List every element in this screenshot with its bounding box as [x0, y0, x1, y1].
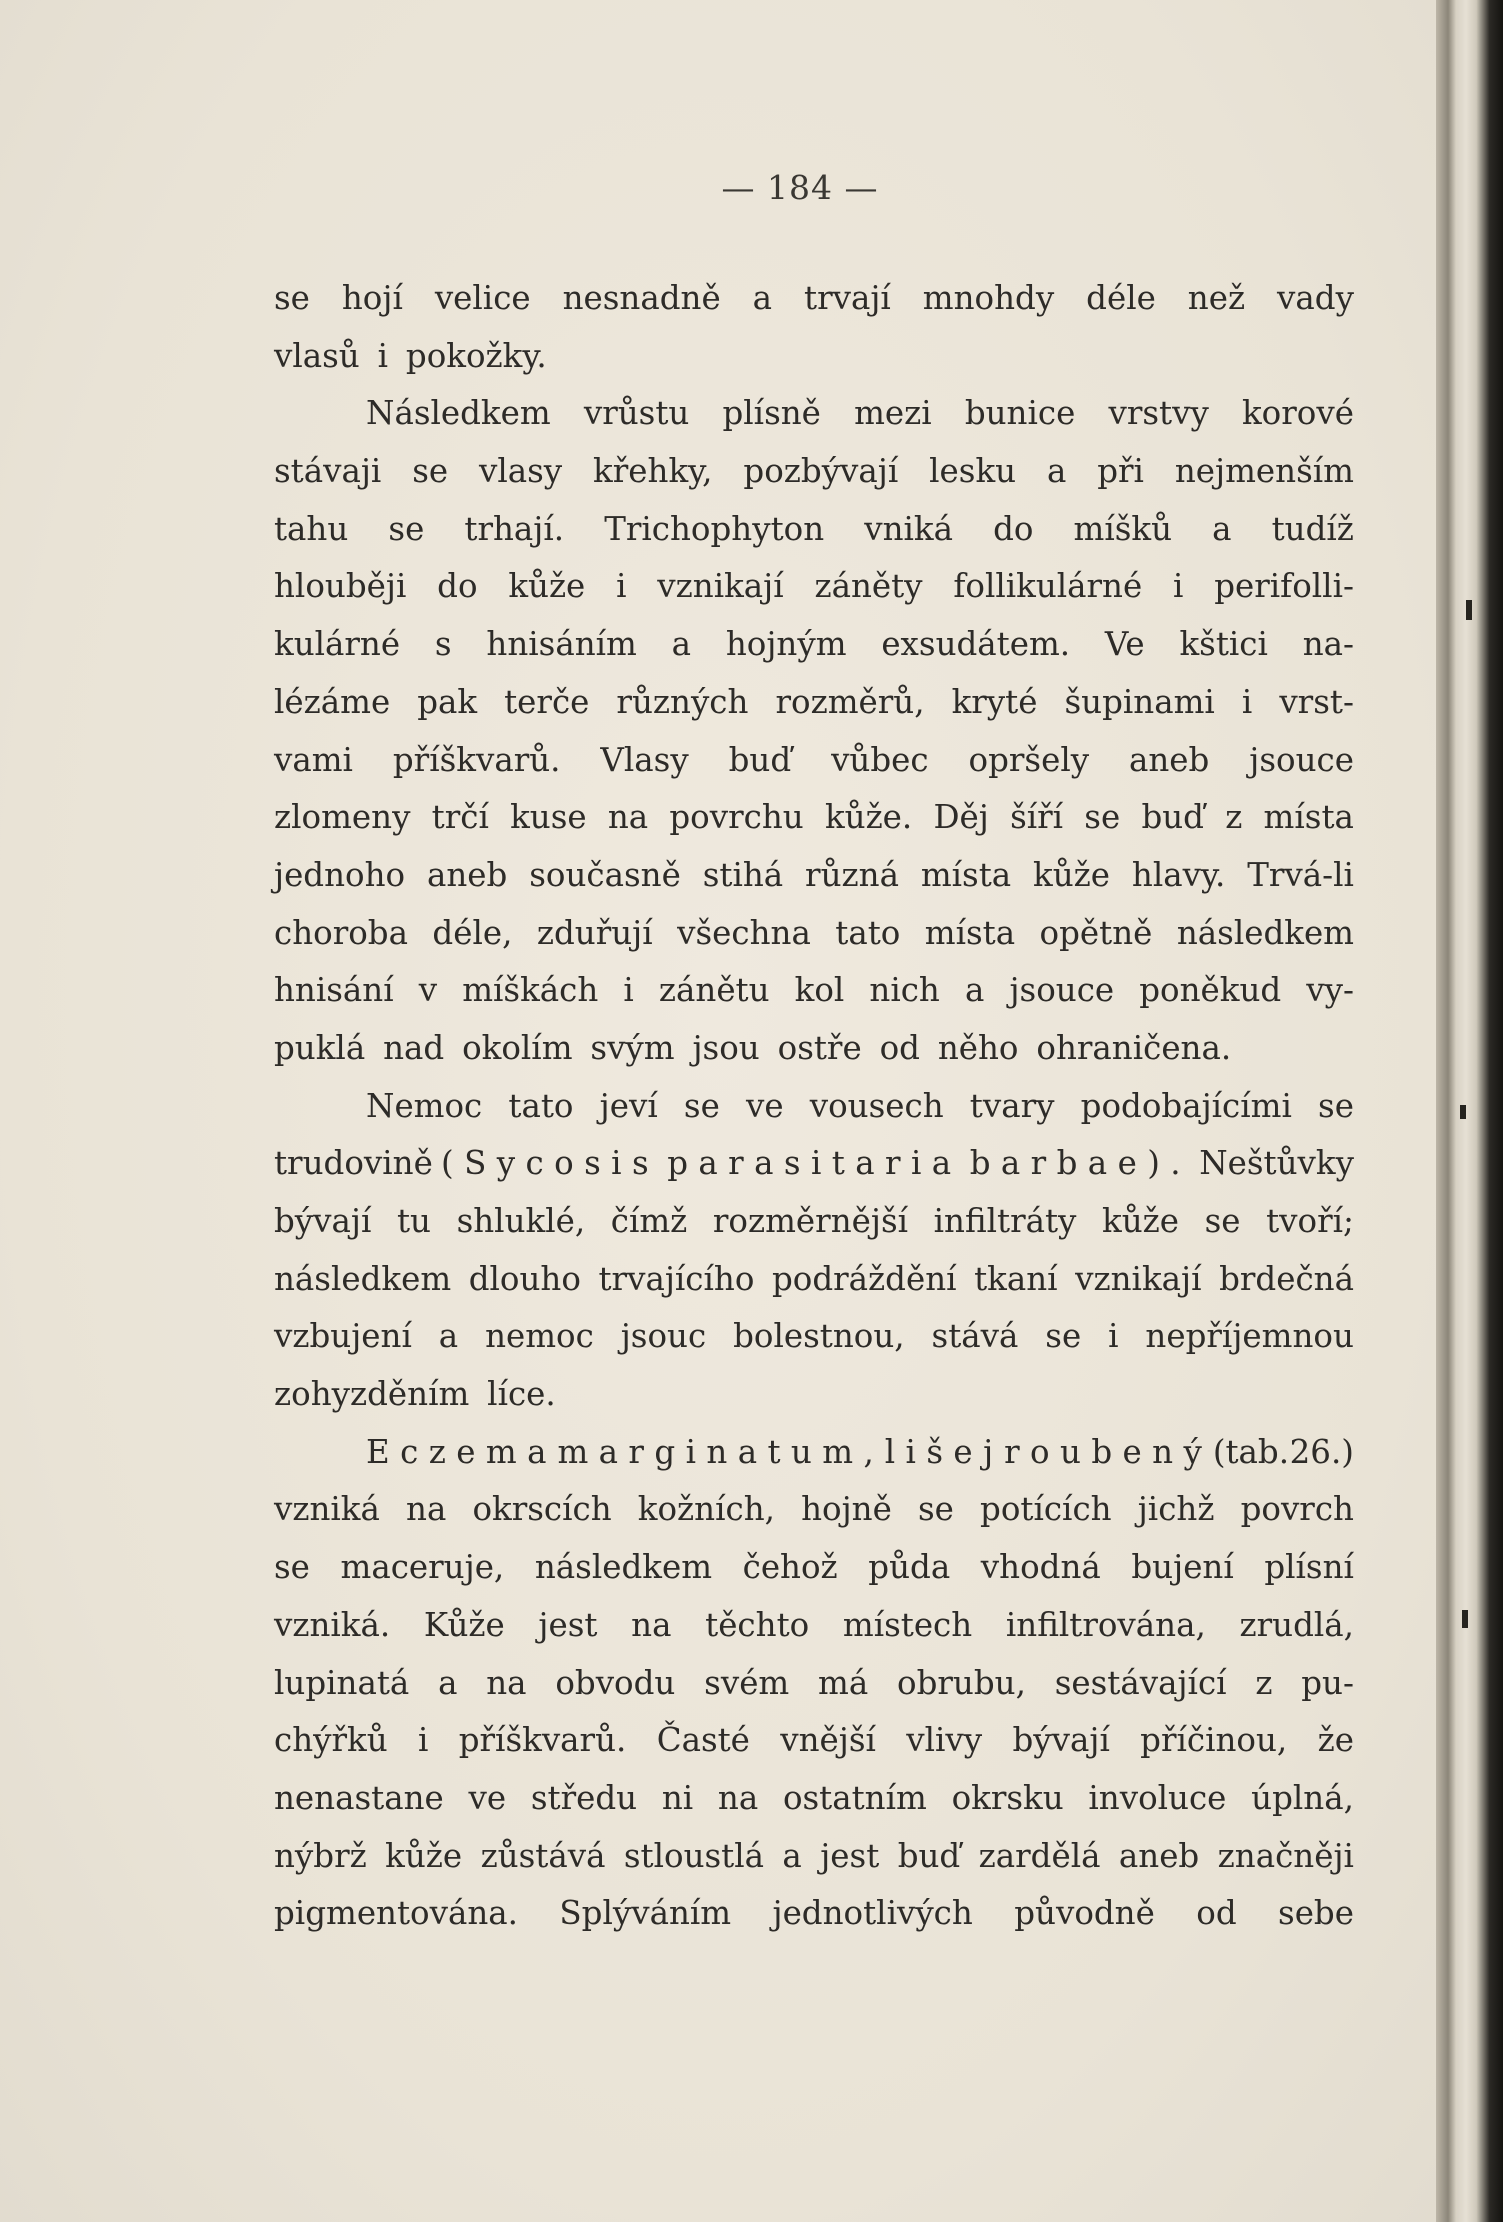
word: že: [1317, 1721, 1354, 1760]
word: chýřků: [274, 1721, 388, 1760]
word: vniká: [864, 509, 953, 548]
word: sestávající: [1054, 1663, 1227, 1702]
text-line: [274, 501, 1354, 559]
body-text: [274, 270, 1354, 1943]
word: jsouce: [1009, 971, 1115, 1010]
word: vrst-: [1279, 682, 1354, 721]
word: kuse: [510, 798, 587, 837]
word: trčí: [431, 798, 489, 837]
word: plísně: [722, 394, 821, 433]
word: sebe: [1278, 1894, 1354, 1933]
word: povrch: [1240, 1490, 1354, 1529]
word: poněkud: [1139, 971, 1282, 1010]
word: vzbujení: [274, 1317, 412, 1356]
word: kůže: [1033, 855, 1111, 894]
word: kulárné: [274, 625, 401, 664]
word: brdečná: [1219, 1259, 1354, 1298]
text-line: [274, 847, 1354, 905]
word: vlasů: [274, 336, 360, 375]
word: místa: [1263, 798, 1354, 837]
word: aneb: [427, 855, 508, 894]
word: míšků: [1073, 509, 1173, 548]
word: něho: [937, 1028, 1019, 1067]
word: Eczema: [366, 1432, 557, 1471]
word: z: [1255, 1663, 1273, 1702]
word: vy-: [1306, 971, 1354, 1010]
word: jeví: [599, 1086, 658, 1125]
text-line: [274, 616, 1354, 674]
text-line: [274, 1828, 1354, 1886]
word: pu-: [1301, 1663, 1354, 1702]
word: déle: [1086, 279, 1156, 317]
word: tu: [396, 1202, 431, 1240]
gutter-mark: [1460, 1105, 1466, 1119]
text-line: [274, 674, 1354, 732]
word: podráždění: [771, 1259, 957, 1298]
word: perifolli-: [1214, 567, 1354, 606]
word: velice: [434, 279, 531, 317]
word: i: [377, 336, 389, 375]
word: Kůže: [423, 1605, 505, 1644]
word: křehky,: [593, 452, 713, 491]
word: má: [818, 1663, 869, 1702]
word: nesnadně: [562, 279, 721, 317]
word: maceruje,: [340, 1548, 505, 1587]
word: vznikají: [1075, 1259, 1202, 1298]
word: i: [1173, 567, 1184, 606]
word: se: [1204, 1202, 1241, 1240]
word: na: [607, 798, 649, 837]
word: při: [1097, 452, 1144, 491]
word: ni: [661, 1778, 694, 1817]
word: buď: [728, 740, 792, 779]
text-line: [274, 1481, 1354, 1539]
word: lesku: [929, 452, 1017, 491]
word: stávaji: [274, 452, 382, 491]
text-line: [274, 1424, 1354, 1482]
word: a: [1046, 452, 1067, 491]
word: v: [418, 971, 438, 1010]
word: příškvarů.: [392, 740, 561, 779]
word: kol: [794, 971, 845, 1010]
word: okolím: [462, 1028, 573, 1067]
text-line: [274, 789, 1354, 847]
word: nýbrž: [274, 1836, 367, 1875]
word: povrchu: [669, 798, 804, 837]
word: vlivy: [906, 1721, 983, 1760]
word: bunice: [964, 394, 1076, 433]
word: Nemoc: [366, 1086, 483, 1125]
text-line: [274, 1193, 1354, 1251]
word: (tab.: [1212, 1432, 1290, 1471]
word: od: [879, 1028, 920, 1067]
word: hojně: [801, 1490, 892, 1529]
text-line: [274, 1251, 1354, 1309]
word: Časté: [656, 1721, 750, 1760]
word: ve: [468, 1778, 507, 1817]
gutter-mark: [1462, 1610, 1468, 1628]
word: vznikají: [657, 567, 784, 606]
word: ohraničena.: [1036, 1028, 1232, 1067]
text-line: [274, 1885, 1354, 1943]
word: korové: [1241, 394, 1354, 433]
word: následkem: [1176, 913, 1354, 952]
word: jsou: [692, 1028, 760, 1067]
word: se: [274, 279, 310, 317]
word: vlasy: [479, 452, 563, 491]
word: do: [993, 509, 1034, 548]
word: příškvarů.: [458, 1721, 627, 1760]
word: Ve: [1104, 625, 1145, 664]
word: čehož: [742, 1548, 838, 1587]
text-line: [274, 1308, 1354, 1366]
text-line: [274, 1366, 1354, 1424]
word: stává: [931, 1317, 1019, 1356]
word: stihá: [702, 855, 784, 894]
word: rozměrnější: [712, 1202, 909, 1240]
word: potících: [980, 1490, 1112, 1529]
word: rozměrů,: [775, 682, 925, 721]
word: a: [964, 971, 985, 1010]
word: se: [412, 452, 449, 491]
text-line: [274, 1020, 1354, 1078]
word: obvodu: [555, 1663, 676, 1702]
word: bývají: [1012, 1721, 1110, 1760]
word: mnohdy: [922, 279, 1055, 317]
word: jednotlivých: [772, 1894, 973, 1933]
word: vami: [274, 740, 353, 779]
word: následkem: [274, 1259, 452, 1298]
word: středu: [530, 1778, 638, 1817]
word: nepříjemnou: [1145, 1317, 1354, 1356]
text-line: [274, 905, 1354, 963]
word: kštici: [1179, 625, 1268, 664]
word: jsouc: [620, 1317, 707, 1356]
word: (Sycosis: [441, 1144, 660, 1183]
word: hlavy.: [1131, 855, 1226, 894]
word: vrstvy: [1108, 394, 1209, 433]
word: plísní: [1264, 1548, 1354, 1587]
word: i: [417, 1721, 429, 1760]
word: vzniká: [274, 1490, 380, 1529]
text-line: [274, 1712, 1354, 1770]
text-line: [274, 1135, 1354, 1193]
word: než: [1187, 279, 1246, 317]
word: jest: [820, 1836, 880, 1875]
word: zůstává: [480, 1836, 606, 1875]
word: Vlasy: [600, 740, 689, 779]
word: se: [1084, 798, 1121, 837]
word: kožních,: [637, 1490, 775, 1529]
word: lupinatá: [274, 1663, 410, 1702]
word: líce.: [487, 1375, 556, 1414]
word: obrubu,: [897, 1663, 1026, 1702]
word: tvary: [969, 1086, 1055, 1125]
word: kůže: [1102, 1202, 1179, 1240]
word: vousech: [809, 1086, 944, 1125]
word: marginatum,: [557, 1432, 885, 1471]
word: opětně: [1039, 913, 1153, 952]
text-line: [274, 1655, 1354, 1713]
word: zardělá: [978, 1836, 1101, 1875]
word: ostatním: [782, 1778, 927, 1817]
word: na-: [1302, 625, 1354, 664]
word: značněji: [1217, 1836, 1354, 1875]
word: svým: [590, 1028, 675, 1067]
word: vrůstu: [583, 394, 690, 433]
word: zánětu: [658, 971, 770, 1010]
word: ostře: [777, 1028, 862, 1067]
word: vhodná: [980, 1548, 1101, 1587]
word: zlomeny: [274, 798, 411, 837]
word: vnější: [780, 1721, 876, 1760]
word: nejmenším: [1174, 452, 1354, 491]
word: pigmentována.: [274, 1894, 518, 1933]
word: místa: [920, 855, 1012, 894]
word: Neštůvky: [1199, 1144, 1354, 1183]
word: i: [1241, 682, 1253, 721]
word: Následkem: [366, 394, 551, 433]
word: na: [631, 1605, 672, 1644]
word: hojí: [341, 279, 403, 317]
word: tvoří;: [1266, 1202, 1354, 1240]
word: i: [616, 567, 627, 606]
word: se: [388, 509, 425, 548]
text-line: [274, 443, 1354, 501]
word: s: [434, 625, 452, 664]
text-line: [274, 1078, 1354, 1136]
word: choroba: [274, 913, 408, 952]
word: všechna: [677, 913, 811, 952]
text-line: [274, 328, 1354, 386]
word: a: [782, 1836, 802, 1875]
word: jichž: [1137, 1490, 1215, 1529]
word: trhají.: [464, 509, 565, 548]
word: aneb: [1129, 740, 1210, 779]
word: různých: [616, 682, 749, 721]
word: buď: [1141, 798, 1204, 837]
word: jednoho: [274, 855, 406, 894]
word: lézáme: [274, 682, 391, 721]
word: se: [274, 1548, 310, 1587]
word: úplná,: [1251, 1778, 1354, 1817]
word: hnisáním: [486, 625, 637, 664]
word: pozbývají: [743, 452, 899, 491]
word: do: [437, 567, 478, 606]
word: místa: [924, 913, 1016, 952]
text-line: [274, 1770, 1354, 1828]
text-line: [274, 558, 1354, 616]
word: Splýváním: [559, 1894, 732, 1933]
word: těchto: [705, 1605, 810, 1644]
word: a: [671, 625, 692, 664]
word: opršely: [968, 740, 1090, 779]
word: se: [683, 1086, 720, 1125]
word: na: [486, 1663, 527, 1702]
word: kůže: [385, 1836, 463, 1875]
word: déle,: [432, 913, 513, 952]
word: čímž: [610, 1202, 688, 1240]
word: kůže.: [824, 798, 913, 837]
word: půda: [868, 1548, 951, 1587]
word: vůbec: [831, 740, 929, 779]
word: exsudátem.: [881, 625, 1071, 664]
word: buď: [897, 1836, 961, 1875]
word: od: [1196, 1894, 1237, 1933]
word: hlouběji: [274, 567, 407, 606]
word: a: [1212, 509, 1232, 548]
word: barbae).: [969, 1144, 1192, 1183]
word: příčinou,: [1140, 1721, 1288, 1760]
word: z: [1225, 798, 1243, 837]
word: tahu: [274, 509, 349, 548]
word: původně: [1014, 1894, 1155, 1933]
word: šupinami: [1064, 682, 1215, 721]
word: infiltráty: [933, 1202, 1077, 1240]
word: terče: [504, 682, 590, 721]
word: roubený: [1004, 1432, 1213, 1471]
word: infiltrována,: [1005, 1605, 1206, 1644]
word: shluklé,: [456, 1202, 586, 1240]
word: následkem: [534, 1548, 713, 1587]
word: se: [1045, 1317, 1082, 1356]
text-line: [274, 1539, 1354, 1597]
word: okrsku: [951, 1778, 1064, 1817]
word: hnisání: [274, 971, 394, 1010]
word: kůže: [508, 567, 586, 606]
word: místech: [842, 1605, 973, 1644]
word: se: [917, 1490, 954, 1529]
word: aneb: [1118, 1836, 1200, 1875]
word: parasitaria: [667, 1144, 962, 1183]
word: pokožky.: [405, 336, 547, 375]
word: okrscích: [472, 1490, 612, 1529]
word: tkaní: [974, 1259, 1058, 1298]
word: záněty: [814, 567, 923, 606]
word: dlouho: [468, 1259, 581, 1298]
word: hojným: [725, 625, 847, 664]
word: stloustlá: [623, 1836, 765, 1875]
word: mezi: [854, 394, 932, 433]
word: zduřují: [536, 913, 653, 952]
text-line: [274, 270, 1354, 328]
word: puklá: [274, 1028, 366, 1067]
gutter-mark: [1466, 600, 1472, 620]
word: na: [406, 1490, 447, 1529]
word: follikulárné: [953, 567, 1143, 606]
word: bolestnou,: [733, 1317, 905, 1356]
word: involuce: [1088, 1778, 1227, 1817]
word: zrudlá,: [1239, 1605, 1354, 1644]
word: se: [1318, 1086, 1354, 1125]
word: nenastane: [274, 1778, 444, 1817]
text-line: [274, 962, 1354, 1020]
word: zohyzděním: [274, 1375, 470, 1414]
word: tudíž: [1271, 509, 1354, 548]
word: vady: [1277, 279, 1354, 317]
word: 26.): [1289, 1432, 1354, 1471]
word: současně: [529, 855, 681, 894]
word: na: [717, 1778, 759, 1817]
word: podobajícími: [1080, 1086, 1292, 1125]
text-line: [274, 1597, 1354, 1655]
word: i: [1108, 1317, 1119, 1356]
word: ve: [745, 1086, 784, 1125]
book-spine-gutter: [1436, 0, 1503, 2222]
word: trudovině: [274, 1144, 433, 1183]
page-number: — 184 —: [721, 168, 879, 207]
text-line: [274, 385, 1354, 443]
word: a: [438, 1317, 459, 1356]
word: trvají: [804, 279, 891, 317]
word: lišej: [884, 1432, 1004, 1471]
word: míškách: [462, 971, 599, 1010]
word: svém: [704, 1663, 790, 1702]
word: Trvá-li: [1247, 855, 1354, 894]
word: a: [438, 1663, 458, 1702]
word: tato: [835, 913, 901, 952]
word: vzniká.: [274, 1605, 391, 1644]
word: a: [752, 279, 773, 317]
word: nemoc: [485, 1317, 594, 1356]
word: bývají: [274, 1202, 372, 1240]
word: jsouce: [1249, 740, 1354, 779]
word: i: [623, 971, 634, 1010]
word: kryté: [951, 682, 1038, 721]
word: nad: [383, 1028, 445, 1067]
word: šíří: [1010, 798, 1064, 837]
word: tato: [508, 1086, 574, 1125]
word: Trichophyton: [604, 509, 825, 548]
word: bujení: [1131, 1548, 1234, 1587]
word: jest: [538, 1605, 598, 1644]
word: nich: [869, 971, 940, 1010]
word: pak: [417, 682, 478, 721]
word: různá: [805, 855, 899, 894]
text-line: [274, 732, 1354, 790]
word: Děj: [933, 798, 989, 837]
word: trvajícího: [598, 1259, 755, 1298]
